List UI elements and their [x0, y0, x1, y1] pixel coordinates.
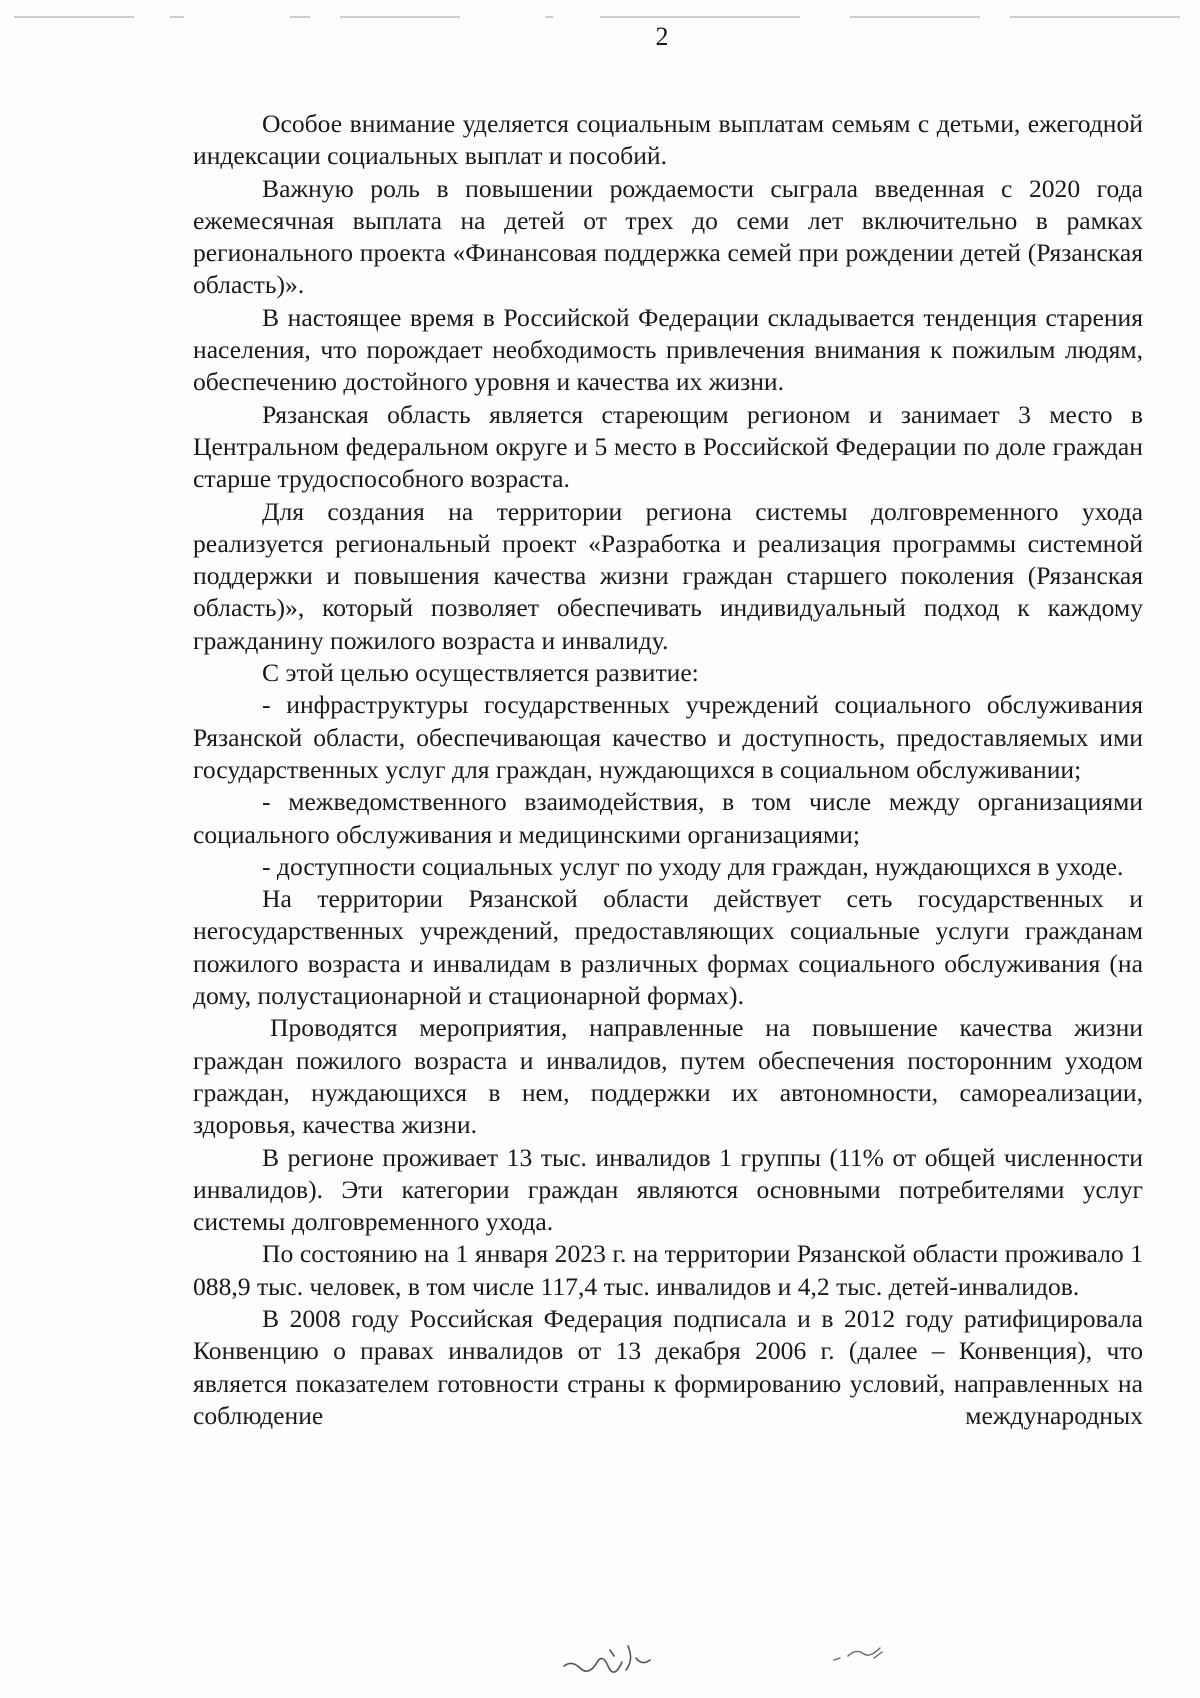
paragraph: Для создания на территории региона системы долговременного ухода реализуется региональный проект «Разработка и реализация программы системной поддержки и повышения качества жизни граждан старшего поколения (Рязанская область)», который позволяет обеспечивать индивидуальный подход к каждому гражданину пожилого возраста и инвалиду. — [193, 496, 1143, 655]
page-number — [0, 22, 1200, 52]
initials-mark — [830, 1640, 900, 1670]
paragraph: По состоянию на 1 января 2023 г. на территории Рязанской области проживало 1 088,9 тыс. человек, в том числе 117,4 тыс. инвалидов и 4,2 тыс. детей-инвалидов. — [193, 1239, 1143, 1301]
list-item: - доступности социальных услуг по уходу для граждан, нуждающихся в уходе. — [262, 851, 1124, 881]
body-text — [193, 108, 1143, 1432]
list-item: - межведомственного взаимодействия, в том числе между организациями социального обслуживания и медицинскими организациями; — [193, 787, 1143, 849]
paragraph: Важную роль в повышении рождаемости сыграла введенная с 2020 года ежемесячная выплата на детей от трех до семи лет включительно в рамках регионального проекта «Финансовая поддержка семей при рождении детей (Рязанская область)». — [193, 173, 1143, 300]
paragraph: В настоящее время в Российской Федерации складывается тенденция старения населения, что порождает необходимость привлечения внимания к пожилым людям, обеспечению достойного уровня и качества их жизни. — [193, 302, 1143, 397]
page-number-text: 2 — [655, 22, 669, 51]
paragraph: Рязанская область является стареющим регионом и занимает 3 место в Центральном федеральном округе и 5 место в Российской Федерации по доле граждан старше трудоспособного возраста. — [193, 399, 1143, 494]
paragraph: В 2008 году Российская Федерация подписала и в 2012 году ратифицировала Конвенцию о правах инвалидов от 13 декабря 2006 г. (далее – Конвенция), что является показателем готовности страны к формированию условий, направленных на соблюдение международных — [193, 1303, 1143, 1430]
signature-mark — [560, 1640, 670, 1680]
paragraph: С этой целью осуществляется развитие: — [262, 658, 699, 688]
paragraph: В регионе проживает 13 тыс. инвалидов 1 группы (11% от общей численности инвалидов). Эти категории граждан являются основными потребителями услуг системы долговременного ухода. — [193, 1142, 1143, 1237]
paragraph: На территории Рязанской области действует сеть государственных и негосударственных учреждений, предоставляющих социальные услуги гражданам пожилого возраста и инвалидам в различных формах социального обслуживания (на дому, полустационарной и стационарной формах). — [193, 884, 1143, 1011]
scan-artifact-top — [0, 14, 1200, 22]
paragraph: Проводятся мероприятия, направленные на повышение качества жизни граждан пожилого возраста и инвалидов, путем обеспечения посторонним уходом граждан, нуждающихся в нем, поддержки их автономности, самореализации, здоровья, качества жизни. — [193, 1013, 1143, 1140]
paragraph: Особое внимание уделяется социальным выплатам семьям с детьми, ежегодной индексации социальных выплат и пособий. — [193, 109, 1143, 171]
list-item: - инфраструктуры государственных учреждений социального обслуживания Рязанской области, обеспечивающая качество и доступность, предоставляемых ими государственных услуг для граждан, нуждающихся в социальном обслуживании; — [193, 690, 1143, 784]
